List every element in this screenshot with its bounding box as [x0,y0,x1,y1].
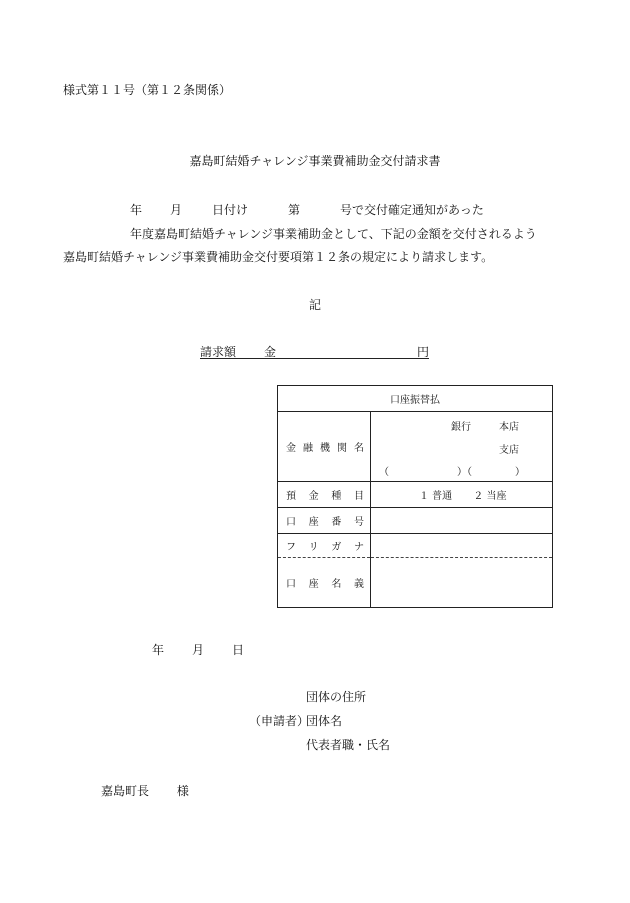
date-line [152,641,244,658]
account-number-field[interactable] [371,508,553,534]
date-year: 年 [152,643,165,657]
addressee-honorific: 様 [176,784,189,798]
applicant-address-label: 団体の住所 [306,690,367,704]
addressee [101,782,189,799]
paren-mid: ）（ [457,467,472,478]
financial-institution-field[interactable] [371,412,553,482]
applicant-tag: （申請者） [249,714,310,728]
bank-transfer-table [277,385,553,608]
group-name-label: 団体名 [306,714,343,728]
deposit-type-label: 預 金 種 目 [278,482,371,508]
amount-kin: 金 [264,345,277,359]
form-number: 様式第１１号（第１２条関係） [63,83,232,97]
bank-suffix: 銀行 [451,422,471,433]
date-month: 月 [192,643,205,657]
account-name-field[interactable] [371,558,553,608]
intro-line-3: 嘉島町結婚チャレンジ事業費補助金交付要項第１２条の規定により請求します。 [63,250,494,264]
addressee-name: 嘉島町長 [101,784,150,798]
intro-month: 月 [170,203,183,217]
paren-open: （ [379,467,389,478]
financial-institution-label: 金 融 機 関 名 [278,412,371,482]
account-number-label: 口 座 番 号 [278,508,371,534]
representative-label: 代表者職・氏名 [306,738,391,752]
furigana-label: フ リ ガ ナ [278,534,371,558]
amount-label: 請求額 [200,345,237,359]
claim-amount-line [200,343,429,359]
deposit-option-1: １ 普通 [419,491,453,502]
furigana-field[interactable] [371,534,553,558]
deposit-option-2: ２ 当座 [473,491,507,502]
intro-notice: 号で交付確定通知があった [340,203,484,217]
intro-line-1 [130,201,484,218]
intro-line-2: 年度嘉島町結婚チャレンジ事業補助金として、下記の金額を交付されるよう [130,227,537,241]
intro-dated: 日付け [212,203,249,217]
amount-yen: 円 [416,345,429,359]
branch-suffix: 支店 [499,445,519,456]
account-name-label: 口 座 名 義 [278,558,371,608]
bank-table-header: 口座振替払 [278,386,553,412]
deposit-type-field[interactable] [371,482,553,508]
document-title: 嘉島町結婚チャレンジ事業費補助金交付請求書 [189,154,441,168]
paren-close: ） [515,467,525,478]
main-branch-suffix: 本店 [499,422,519,433]
intro-dai: 第 [288,203,301,217]
date-day: 日 [232,643,245,657]
ki-heading: 記 [308,298,321,312]
intro-year: 年 [130,203,143,217]
